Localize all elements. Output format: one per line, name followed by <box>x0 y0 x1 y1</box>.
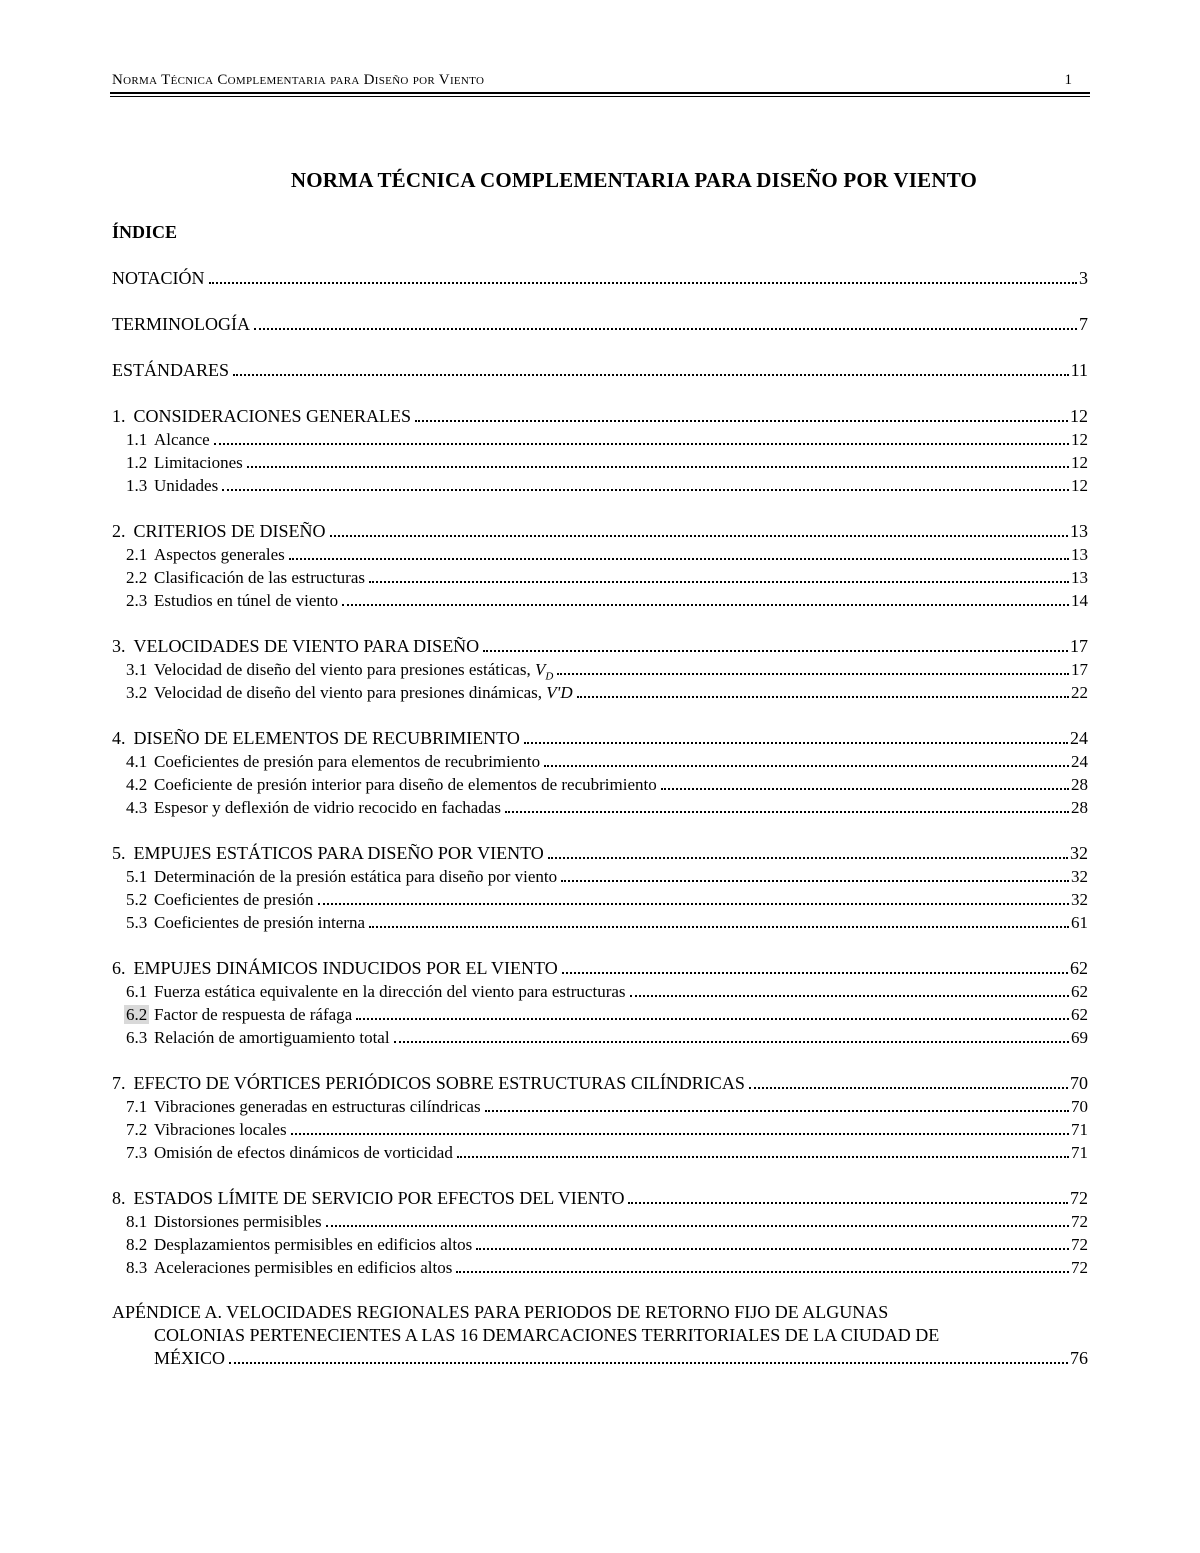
dot-leader <box>222 488 1069 491</box>
index-heading: ÍNDICE <box>112 222 178 242</box>
toc-page: 32 <box>1071 867 1088 886</box>
dot-leader <box>326 1224 1069 1227</box>
toc-subsection[interactable] <box>112 474 1088 497</box>
toc-section-2[interactable] <box>112 519 1088 543</box>
toc-subsection[interactable] <box>112 1095 1088 1118</box>
toc-number: 6. <box>112 958 126 978</box>
toc-label: Alcance <box>154 430 210 449</box>
toc-label: NOTACIÓN <box>112 268 205 288</box>
toc-entry-estandares[interactable] <box>112 358 1088 382</box>
dot-leader <box>548 856 1068 859</box>
dot-leader <box>561 879 1069 882</box>
toc-page: 70 <box>1070 1073 1088 1093</box>
dot-leader <box>318 902 1069 905</box>
toc-page: 12 <box>1071 476 1088 495</box>
toc-label: TERMINOLOGÍA <box>112 314 250 334</box>
toc-section-4[interactable] <box>112 726 1088 750</box>
toc-number: 5. <box>112 843 126 863</box>
dot-leader <box>749 1086 1068 1089</box>
toc-number: 6.3 <box>126 1028 148 1047</box>
toc-label: Coeficientes de presión interna <box>154 913 366 932</box>
toc-entry-terminologia[interactable] <box>112 312 1088 336</box>
toc-subsection[interactable] <box>112 980 1088 1003</box>
toc-number-highlighted: 6.2 <box>126 1005 148 1024</box>
toc-label: Limitaciones <box>154 453 243 472</box>
toc-number: 7.2 <box>126 1120 148 1139</box>
toc-page: 24 <box>1071 752 1088 771</box>
toc-number: 3.2 <box>126 683 148 702</box>
toc-page: 13 <box>1071 545 1088 564</box>
toc-label: Vibraciones locales <box>154 1120 287 1139</box>
dot-leader <box>485 1109 1069 1112</box>
toc-page: 12 <box>1070 406 1088 426</box>
dot-leader <box>562 971 1068 974</box>
dot-leader <box>342 603 1069 606</box>
appendix-line-2: COLONIAS PERTENECIENTES A LAS 16 DEMARCACIONES TERRITORIALES DE LA CIUDAD DE <box>154 1325 940 1345</box>
dot-leader <box>524 741 1068 744</box>
header-page-number: 1 <box>1064 72 1072 88</box>
toc-number: 2.2 <box>126 568 148 587</box>
toc-number: 1.1 <box>126 430 148 449</box>
toc-number: 6.1 <box>126 982 148 1001</box>
toc-page: 69 <box>1071 1028 1088 1047</box>
toc-number: 7.1 <box>126 1097 148 1116</box>
toc-subsection[interactable] <box>112 888 1088 911</box>
toc-page: 72 <box>1071 1235 1088 1254</box>
header-rule-thin <box>110 96 1090 97</box>
toc-section-1[interactable] <box>112 404 1088 428</box>
toc-page: 71 <box>1071 1120 1088 1139</box>
toc-page: 14 <box>1071 591 1088 610</box>
dot-leader <box>544 764 1069 767</box>
toc-number: 4. <box>112 728 126 748</box>
toc-label: Aceleraciones permisibles en edificios altos <box>154 1258 453 1277</box>
dot-leader <box>229 1361 1068 1364</box>
toc-label: DISEÑO DE ELEMENTOS DE RECUBRIMIENTO <box>133 728 520 748</box>
dot-leader <box>254 327 1077 330</box>
toc-number: 4.1 <box>126 752 148 771</box>
toc-section-3[interactable] <box>112 634 1088 658</box>
toc-section-6[interactable] <box>112 956 1088 980</box>
toc-number: 2.1 <box>126 545 148 564</box>
toc-number: 1.3 <box>126 476 148 495</box>
toc-page: 70 <box>1071 1097 1088 1116</box>
toc-number: 8.2 <box>126 1235 148 1254</box>
dot-leader <box>356 1017 1069 1020</box>
toc-subsection[interactable] <box>112 428 1088 451</box>
toc-page: 72 <box>1071 1212 1088 1231</box>
toc-subsection[interactable] <box>112 658 1088 681</box>
dot-leader <box>415 419 1068 422</box>
dot-leader <box>661 787 1069 790</box>
dot-leader <box>505 810 1069 813</box>
toc-page: 24 <box>1070 728 1088 748</box>
toc-page: 12 <box>1071 453 1088 472</box>
toc-appendix-a[interactable] <box>112 1301 1088 1370</box>
toc-label: Factor de respuesta de ráfaga <box>154 1005 353 1024</box>
appendix-line-1: APÉNDICE A. VELOCIDADES REGIONALES PARA PERIODOS DE RETORNO FIJO DE ALGUNAS <box>112 1302 889 1322</box>
toc-symbol-subscript: D <box>545 670 554 683</box>
toc-page: 17 <box>1071 660 1088 679</box>
toc-label-text: Velocidad de diseño del viento para presiones dinámicas, <box>154 683 547 702</box>
toc-entry-notacion[interactable] <box>112 266 1088 290</box>
toc-label: Coeficiente de presión interior para diseño de elementos de recubrimiento <box>154 775 657 794</box>
toc-subsection[interactable] <box>112 1026 1088 1049</box>
toc-label: CONSIDERACIONES GENERALES <box>133 406 412 426</box>
toc-subsection[interactable] <box>112 543 1088 566</box>
toc-page: 62 <box>1070 958 1088 978</box>
toc-subsection[interactable] <box>112 681 1088 704</box>
toc-label: Espesor y deflexión de vidrio recocido en fachadas <box>154 798 501 817</box>
appendix-line-3 <box>112 1347 1088 1370</box>
toc-page: 62 <box>1071 1005 1088 1024</box>
toc-label: EMPUJES ESTÁTICOS PARA DISEÑO POR VIENTO <box>133 843 544 863</box>
table-of-contents <box>112 266 1088 1370</box>
toc-page: 11 <box>1070 360 1088 380</box>
toc-number: 7. <box>112 1073 126 1093</box>
dot-leader <box>557 672 1069 675</box>
toc-number-wrap <box>124 1003 154 1026</box>
dot-leader <box>630 994 1069 997</box>
dot-leader <box>476 1247 1069 1250</box>
toc-subsection[interactable] <box>112 566 1088 589</box>
dot-leader <box>289 557 1069 560</box>
toc-number: 8.1 <box>126 1212 148 1231</box>
toc-label: VELOCIDADES DE VIENTO PARA DISEÑO <box>133 636 480 656</box>
dot-leader <box>330 534 1069 537</box>
toc-number: 8.3 <box>126 1258 148 1277</box>
toc-number: 5.3 <box>126 913 148 932</box>
toc-label: CRITERIOS DE DISEÑO <box>133 521 326 541</box>
toc-number: 1.2 <box>126 453 148 472</box>
toc-number: 4.2 <box>126 775 148 794</box>
toc-symbol: V <box>534 660 546 679</box>
toc-number: 3. <box>112 636 126 656</box>
toc-label: Desplazamientos permisibles en edificios altos <box>154 1235 473 1254</box>
dot-leader <box>483 649 1068 652</box>
dot-leader <box>247 465 1069 468</box>
appendix-line-3-text: MÉXICO <box>154 1348 225 1368</box>
toc-section-5[interactable] <box>112 841 1088 865</box>
toc-subsection[interactable] <box>112 796 1088 819</box>
toc-subsection[interactable] <box>112 1118 1088 1141</box>
dot-leader <box>394 1040 1069 1043</box>
toc-subsection[interactable] <box>112 750 1088 773</box>
toc-page: 13 <box>1070 521 1088 541</box>
toc-section-8[interactable] <box>112 1186 1088 1210</box>
toc-number: 5.1 <box>126 867 148 886</box>
toc-page: 28 <box>1071 798 1088 817</box>
toc-subsection[interactable] <box>112 1256 1088 1279</box>
toc-subsection[interactable] <box>112 1141 1088 1164</box>
toc-page: 12 <box>1071 430 1088 449</box>
toc-number: 5.2 <box>126 890 148 909</box>
toc-subsection[interactable] <box>112 451 1088 474</box>
dot-leader <box>233 373 1069 376</box>
toc-label-text: Velocidad de diseño del viento para presiones estáticas, <box>154 660 535 679</box>
toc-label: Estudios en túnel de viento <box>154 591 339 610</box>
toc-page: 76 <box>1070 1348 1088 1368</box>
dot-leader <box>214 442 1069 445</box>
toc-symbol: V'D <box>546 683 573 702</box>
toc-label: Aspectos generales <box>154 545 285 564</box>
dot-leader <box>369 925 1069 928</box>
toc-label: ESTADOS LÍMITE DE SERVICIO POR EFECTOS DEL VIENTO <box>133 1188 625 1208</box>
toc-label: Distorsiones permisibles <box>154 1212 322 1231</box>
toc-number: 2.3 <box>126 591 148 610</box>
toc-subsection[interactable] <box>112 773 1088 796</box>
toc-label: Relación de amortiguamiento total <box>154 1028 390 1047</box>
toc-subsection[interactable] <box>112 1003 1088 1026</box>
toc-label: Fuerza estática equivalente en la dirección del viento para estructuras <box>154 982 626 1001</box>
toc-number: 8. <box>112 1188 126 1208</box>
toc-section-7[interactable] <box>112 1071 1088 1095</box>
toc-subsection[interactable] <box>112 589 1088 612</box>
toc-label: Determinación de la presión estática para diseño por viento <box>154 867 558 886</box>
toc-page: 72 <box>1071 1258 1088 1277</box>
toc-page: 62 <box>1071 982 1088 1001</box>
toc-label: EFECTO DE VÓRTICES PERIÓDICOS SOBRE ESTRUCTURAS CILÍNDRICAS <box>133 1073 745 1093</box>
toc-page: 3 <box>1079 268 1088 288</box>
toc-page: 61 <box>1071 913 1088 932</box>
toc-number: 7.3 <box>126 1143 148 1162</box>
toc-page: 32 <box>1070 843 1088 863</box>
toc-label: Unidades <box>154 476 219 495</box>
toc-label: Coeficientes de presión <box>154 890 314 909</box>
toc-page: 7 <box>1079 314 1088 334</box>
toc-page: 71 <box>1071 1143 1088 1162</box>
toc-number: 1. <box>112 406 126 426</box>
toc-label <box>154 681 573 704</box>
toc-subsection[interactable] <box>112 911 1088 934</box>
toc-page: 22 <box>1071 683 1088 702</box>
dot-leader <box>577 695 1069 698</box>
dot-leader <box>457 1155 1069 1158</box>
toc-page: 72 <box>1070 1188 1088 1208</box>
toc-number: 4.3 <box>126 798 148 817</box>
toc-page: 17 <box>1070 636 1088 656</box>
document-title: NORMA TÉCNICA COMPLEMENTARIA PARA DISEÑO POR VIENTO <box>290 168 978 192</box>
toc-subsection[interactable] <box>112 865 1088 888</box>
running-title: Norma Técnica Complementaria para Diseño por Viento <box>112 72 485 88</box>
toc-label: ESTÁNDARES <box>112 360 230 380</box>
toc-subsection[interactable] <box>112 1210 1088 1233</box>
toc-number: 2. <box>112 521 126 541</box>
dot-leader <box>456 1270 1069 1273</box>
toc-label: Clasificación de las estructuras <box>154 568 366 587</box>
toc-label: EMPUJES DINÁMICOS INDUCIDOS POR EL VIENTO <box>133 958 558 978</box>
toc-page: 28 <box>1071 775 1088 794</box>
toc-page: 32 <box>1071 890 1088 909</box>
toc-number: 3.1 <box>126 660 148 679</box>
running-header <box>112 68 1090 92</box>
dot-leader <box>628 1201 1068 1204</box>
toc-label: Vibraciones generadas en estructuras cilíndricas <box>154 1097 481 1116</box>
toc-label: Omisión de efectos dinámicos de vorticidad <box>154 1143 453 1162</box>
toc-label: Coeficientes de presión para elementos de recubrimiento <box>154 752 541 771</box>
header-rule-thick <box>110 92 1090 94</box>
dot-leader <box>291 1132 1069 1135</box>
toc-subsection[interactable] <box>112 1233 1088 1256</box>
dot-leader <box>209 281 1077 284</box>
dot-leader <box>369 580 1069 583</box>
toc-page: 13 <box>1071 568 1088 587</box>
